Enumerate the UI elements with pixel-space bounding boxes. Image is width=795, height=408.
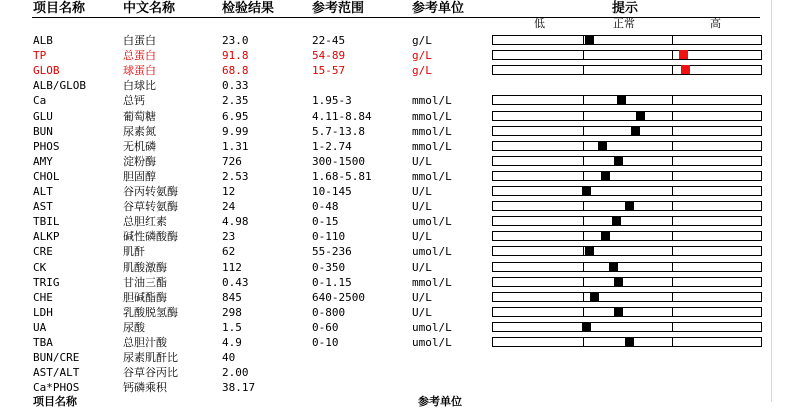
value-marker <box>598 141 607 150</box>
item-code: UA <box>33 320 47 334</box>
item-result: 1.31 <box>222 139 249 153</box>
range-divider <box>583 338 584 346</box>
item-code: GLU <box>33 109 53 123</box>
item-code: Ca <box>33 94 47 108</box>
item-reference-range: 55-236 <box>312 245 352 259</box>
range-divider <box>583 308 584 316</box>
item-code: Ca*PHOS <box>33 381 80 395</box>
result-row <box>0 169 795 184</box>
range-divider <box>583 127 584 135</box>
item-unit: g/L <box>412 49 432 63</box>
result-row <box>0 109 795 124</box>
item-result: 0.33 <box>222 79 249 93</box>
range-divider <box>672 202 673 210</box>
item-chinese-name: 总胆红素 <box>123 215 167 229</box>
item-chinese-name: 谷草转氨酶 <box>123 200 178 214</box>
item-code: CHE <box>33 290 53 304</box>
item-chinese-name: 尿素氮 <box>123 124 156 138</box>
result-row <box>0 124 795 139</box>
range-divider <box>672 187 673 195</box>
value-marker <box>582 322 591 331</box>
item-result: 68.8 <box>222 64 249 78</box>
item-result: 6.95 <box>222 109 249 123</box>
value-marker <box>590 292 599 301</box>
item-chinese-name: 肌酸激酶 <box>123 260 167 274</box>
result-row <box>0 335 795 350</box>
item-result: 2.53 <box>222 169 249 183</box>
item-unit: U/L <box>412 290 432 304</box>
item-reference-range: 1-2.74 <box>312 139 352 153</box>
range-divider <box>583 202 584 210</box>
value-marker <box>614 156 623 165</box>
value-marker <box>625 337 634 346</box>
result-row <box>0 320 795 335</box>
item-unit: mmol/L <box>412 109 452 123</box>
item-code: CRE <box>33 245 53 259</box>
value-marker <box>625 201 634 210</box>
item-unit: mmol/L <box>412 275 452 289</box>
range-divider <box>672 263 673 271</box>
range-indicator-bar <box>492 307 762 317</box>
header-rule <box>32 17 760 18</box>
range-divider <box>583 278 584 286</box>
item-chinese-name: 球蛋白 <box>123 64 156 78</box>
item-chinese-name: 谷丙转氨酶 <box>123 185 178 198</box>
item-result: 23 <box>222 230 236 244</box>
item-result: 62 <box>222 245 236 259</box>
item-reference-range: 1.95-3 <box>312 94 352 108</box>
item-result: 4.98 <box>222 215 249 229</box>
result-row <box>0 139 795 154</box>
item-result: 2.00 <box>222 366 249 380</box>
item-chinese-name: 乳酸脱氢酶 <box>123 305 178 319</box>
item-reference-range: 300-1500 <box>312 154 365 168</box>
range-indicator-bar <box>492 156 762 166</box>
scale-high-label: 高 <box>710 17 721 30</box>
value-marker <box>609 262 618 271</box>
header-hint: 提示 <box>612 1 639 16</box>
item-result: 298 <box>222 305 242 319</box>
range-divider <box>672 96 673 104</box>
header-chinese-name: 中文名称 <box>123 1 176 16</box>
item-code: CHOL <box>33 169 60 183</box>
item-code: ALB/GLOB <box>33 79 86 93</box>
item-chinese-name: 钙磷乘积 <box>123 381 167 395</box>
result-row <box>0 244 795 259</box>
item-chinese-name: 碱性磷酸酶 <box>123 230 178 244</box>
item-result: 24 <box>222 200 236 214</box>
page-edge-line <box>771 0 772 402</box>
item-code: TBA <box>33 336 53 349</box>
header-reference-range: 参考范围 <box>312 1 365 16</box>
item-chinese-name: 甘油三酯 <box>123 275 167 289</box>
item-result: 845 <box>222 290 242 304</box>
item-reference-range: 15-57 <box>312 64 346 78</box>
result-row <box>0 229 795 244</box>
scale-normal-label: 正常 <box>613 17 635 30</box>
high-marker <box>679 50 688 59</box>
range-divider <box>672 293 673 301</box>
value-marker <box>636 111 645 120</box>
range-divider <box>672 172 673 180</box>
range-indicator-bar <box>492 262 762 272</box>
high-marker <box>681 65 690 74</box>
result-row <box>0 275 795 290</box>
header-item-name: 项目名称 <box>33 1 86 16</box>
result-row <box>0 199 795 214</box>
item-chinese-name: 尿酸 <box>123 320 145 334</box>
item-result: 12 <box>222 185 236 198</box>
range-indicator-bar <box>492 292 762 302</box>
result-row <box>0 214 795 229</box>
item-reference-range: 10-145 <box>312 185 352 198</box>
item-reference-range: 22-45 <box>312 34 346 47</box>
range-divider <box>672 247 673 255</box>
result-row <box>0 290 795 305</box>
item-chinese-name: 白球比 <box>123 79 156 93</box>
item-reference-range: 0-10 <box>312 336 339 349</box>
item-result: 0.43 <box>222 275 249 289</box>
range-divider <box>583 293 584 301</box>
range-divider <box>672 112 673 120</box>
item-code: LDH <box>33 305 53 319</box>
range-indicator-bar <box>492 277 762 287</box>
item-chinese-name: 尿素肌酐比 <box>123 351 178 365</box>
item-unit: umol/L <box>412 245 452 259</box>
value-marker <box>617 95 626 104</box>
range-divider <box>672 36 673 44</box>
item-unit: mmol/L <box>412 124 452 138</box>
item-reference-range: 0-15 <box>312 215 339 229</box>
item-result: 38.17 <box>222 381 256 395</box>
range-indicator-bar <box>492 141 762 151</box>
range-indicator-bar <box>492 171 762 181</box>
header-reference-unit: 参考单位 <box>412 1 465 16</box>
range-indicator-bar <box>492 201 762 211</box>
result-row <box>0 48 795 63</box>
footer-item-name: 项目名称 <box>33 395 77 408</box>
range-divider <box>583 112 584 120</box>
item-result: 726 <box>222 154 242 168</box>
item-code: TBIL <box>33 215 60 229</box>
item-unit: mmol/L <box>412 139 452 153</box>
item-code: GLOB <box>33 64 60 78</box>
item-chinese-name: 胆碱酯酶 <box>123 290 167 304</box>
item-chinese-name: 肌酐 <box>123 245 145 259</box>
item-chinese-name: 胆固醇 <box>123 169 156 183</box>
range-divider <box>672 232 673 240</box>
value-marker <box>582 186 591 195</box>
item-code: CK <box>33 260 47 274</box>
range-indicator-bar <box>492 126 762 136</box>
value-marker <box>612 216 621 225</box>
item-result: 2.35 <box>222 94 249 108</box>
item-reference-range: 0-60 <box>312 320 339 334</box>
item-reference-range: 54-89 <box>312 49 346 63</box>
item-unit: umol/L <box>412 336 452 349</box>
range-divider <box>583 96 584 104</box>
scale-low-label: 低 <box>534 17 545 30</box>
item-reference-range: 0-800 <box>312 305 346 319</box>
result-row <box>0 33 795 48</box>
range-indicator-bar <box>492 50 762 60</box>
item-result: 112 <box>222 260 242 274</box>
range-divider <box>583 157 584 165</box>
result-row <box>0 260 795 275</box>
item-code: AST <box>33 200 53 214</box>
range-divider <box>583 36 584 44</box>
item-unit: umol/L <box>412 215 452 229</box>
value-marker <box>601 231 610 240</box>
item-unit: U/L <box>412 154 432 168</box>
item-reference-range: 4.11-8.84 <box>312 109 372 123</box>
item-code: BUN/CRE <box>33 351 80 365</box>
item-code: ALT <box>33 185 53 198</box>
range-indicator-bar <box>492 111 762 121</box>
item-unit: umol/L <box>412 320 452 334</box>
range-divider <box>672 66 673 74</box>
item-unit: U/L <box>412 185 432 198</box>
item-chinese-name: 白蛋白 <box>123 34 156 47</box>
item-result: 40 <box>222 351 236 365</box>
range-divider <box>583 66 584 74</box>
result-row <box>0 93 795 108</box>
item-result: 91.8 <box>222 49 249 63</box>
item-chinese-name: 谷草谷丙比 <box>123 366 178 380</box>
range-divider <box>583 247 584 255</box>
item-unit: mmol/L <box>412 169 452 183</box>
item-unit: U/L <box>412 230 432 244</box>
range-divider <box>583 142 584 150</box>
item-reference-range: 5.7-13.8 <box>312 124 365 138</box>
range-divider <box>672 278 673 286</box>
item-chinese-name: 总钙 <box>123 94 145 108</box>
range-indicator-bar <box>492 231 762 241</box>
range-divider <box>672 127 673 135</box>
item-reference-range: 640-2500 <box>312 290 365 304</box>
range-divider <box>672 51 673 59</box>
range-divider <box>672 308 673 316</box>
item-code: BUN <box>33 124 53 138</box>
range-divider <box>672 157 673 165</box>
result-row <box>0 78 795 93</box>
item-reference-range: 0-1.15 <box>312 275 352 289</box>
range-divider <box>583 172 584 180</box>
result-row <box>0 184 795 199</box>
item-result: 1.5 <box>222 320 242 334</box>
result-row <box>0 63 795 78</box>
range-indicator-bar <box>492 246 762 256</box>
result-row <box>0 305 795 320</box>
range-divider <box>672 323 673 331</box>
range-divider <box>672 217 673 225</box>
value-marker <box>585 246 594 255</box>
result-row <box>0 380 795 395</box>
value-marker <box>631 126 640 135</box>
range-divider <box>672 338 673 346</box>
item-chinese-name: 淀粉酶 <box>123 154 156 168</box>
range-divider <box>672 142 673 150</box>
item-code: PHOS <box>33 139 60 153</box>
range-divider <box>583 232 584 240</box>
item-code: AST/ALT <box>33 366 80 380</box>
item-code: TRIG <box>33 275 60 289</box>
footer-reference-unit: 参考单位 <box>418 395 462 408</box>
item-chinese-name: 无机磷 <box>123 139 156 153</box>
range-divider <box>583 51 584 59</box>
item-reference-range: 0-110 <box>312 230 346 244</box>
item-reference-range: 1.68-5.81 <box>312 169 372 183</box>
result-row <box>0 154 795 169</box>
item-unit: mmol/L <box>412 94 452 108</box>
item-unit: g/L <box>412 34 432 47</box>
item-chinese-name: 总蛋白 <box>123 49 156 63</box>
range-indicator-bar <box>492 322 762 332</box>
result-row <box>0 350 795 365</box>
item-result: 23.0 <box>222 34 249 47</box>
item-chinese-name: 葡萄糖 <box>123 109 156 123</box>
item-unit: g/L <box>412 64 432 78</box>
item-chinese-name: 总胆汁酸 <box>123 336 167 349</box>
range-indicator-bar <box>492 65 762 75</box>
range-indicator-bar <box>492 95 762 105</box>
item-code: ALKP <box>33 230 60 244</box>
item-reference-range: 0-48 <box>312 200 339 214</box>
item-code: ALB <box>33 34 53 47</box>
item-code: TP <box>33 49 47 63</box>
value-marker <box>601 171 610 180</box>
value-marker <box>614 307 623 316</box>
item-unit: U/L <box>412 260 432 274</box>
result-row <box>0 365 795 380</box>
value-marker <box>585 35 594 44</box>
range-indicator-bar <box>492 186 762 196</box>
header-result: 检验结果 <box>222 1 275 16</box>
item-reference-range: 0-350 <box>312 260 346 274</box>
range-indicator-bar <box>492 216 762 226</box>
range-indicator-bar <box>492 337 762 347</box>
item-result: 9.99 <box>222 124 249 138</box>
range-indicator-bar <box>492 35 762 45</box>
item-result: 4.9 <box>222 336 242 349</box>
range-divider <box>583 217 584 225</box>
item-unit: U/L <box>412 200 432 214</box>
item-unit: U/L <box>412 305 432 319</box>
value-marker <box>614 277 623 286</box>
item-code: AMY <box>33 154 53 168</box>
range-divider <box>583 263 584 271</box>
